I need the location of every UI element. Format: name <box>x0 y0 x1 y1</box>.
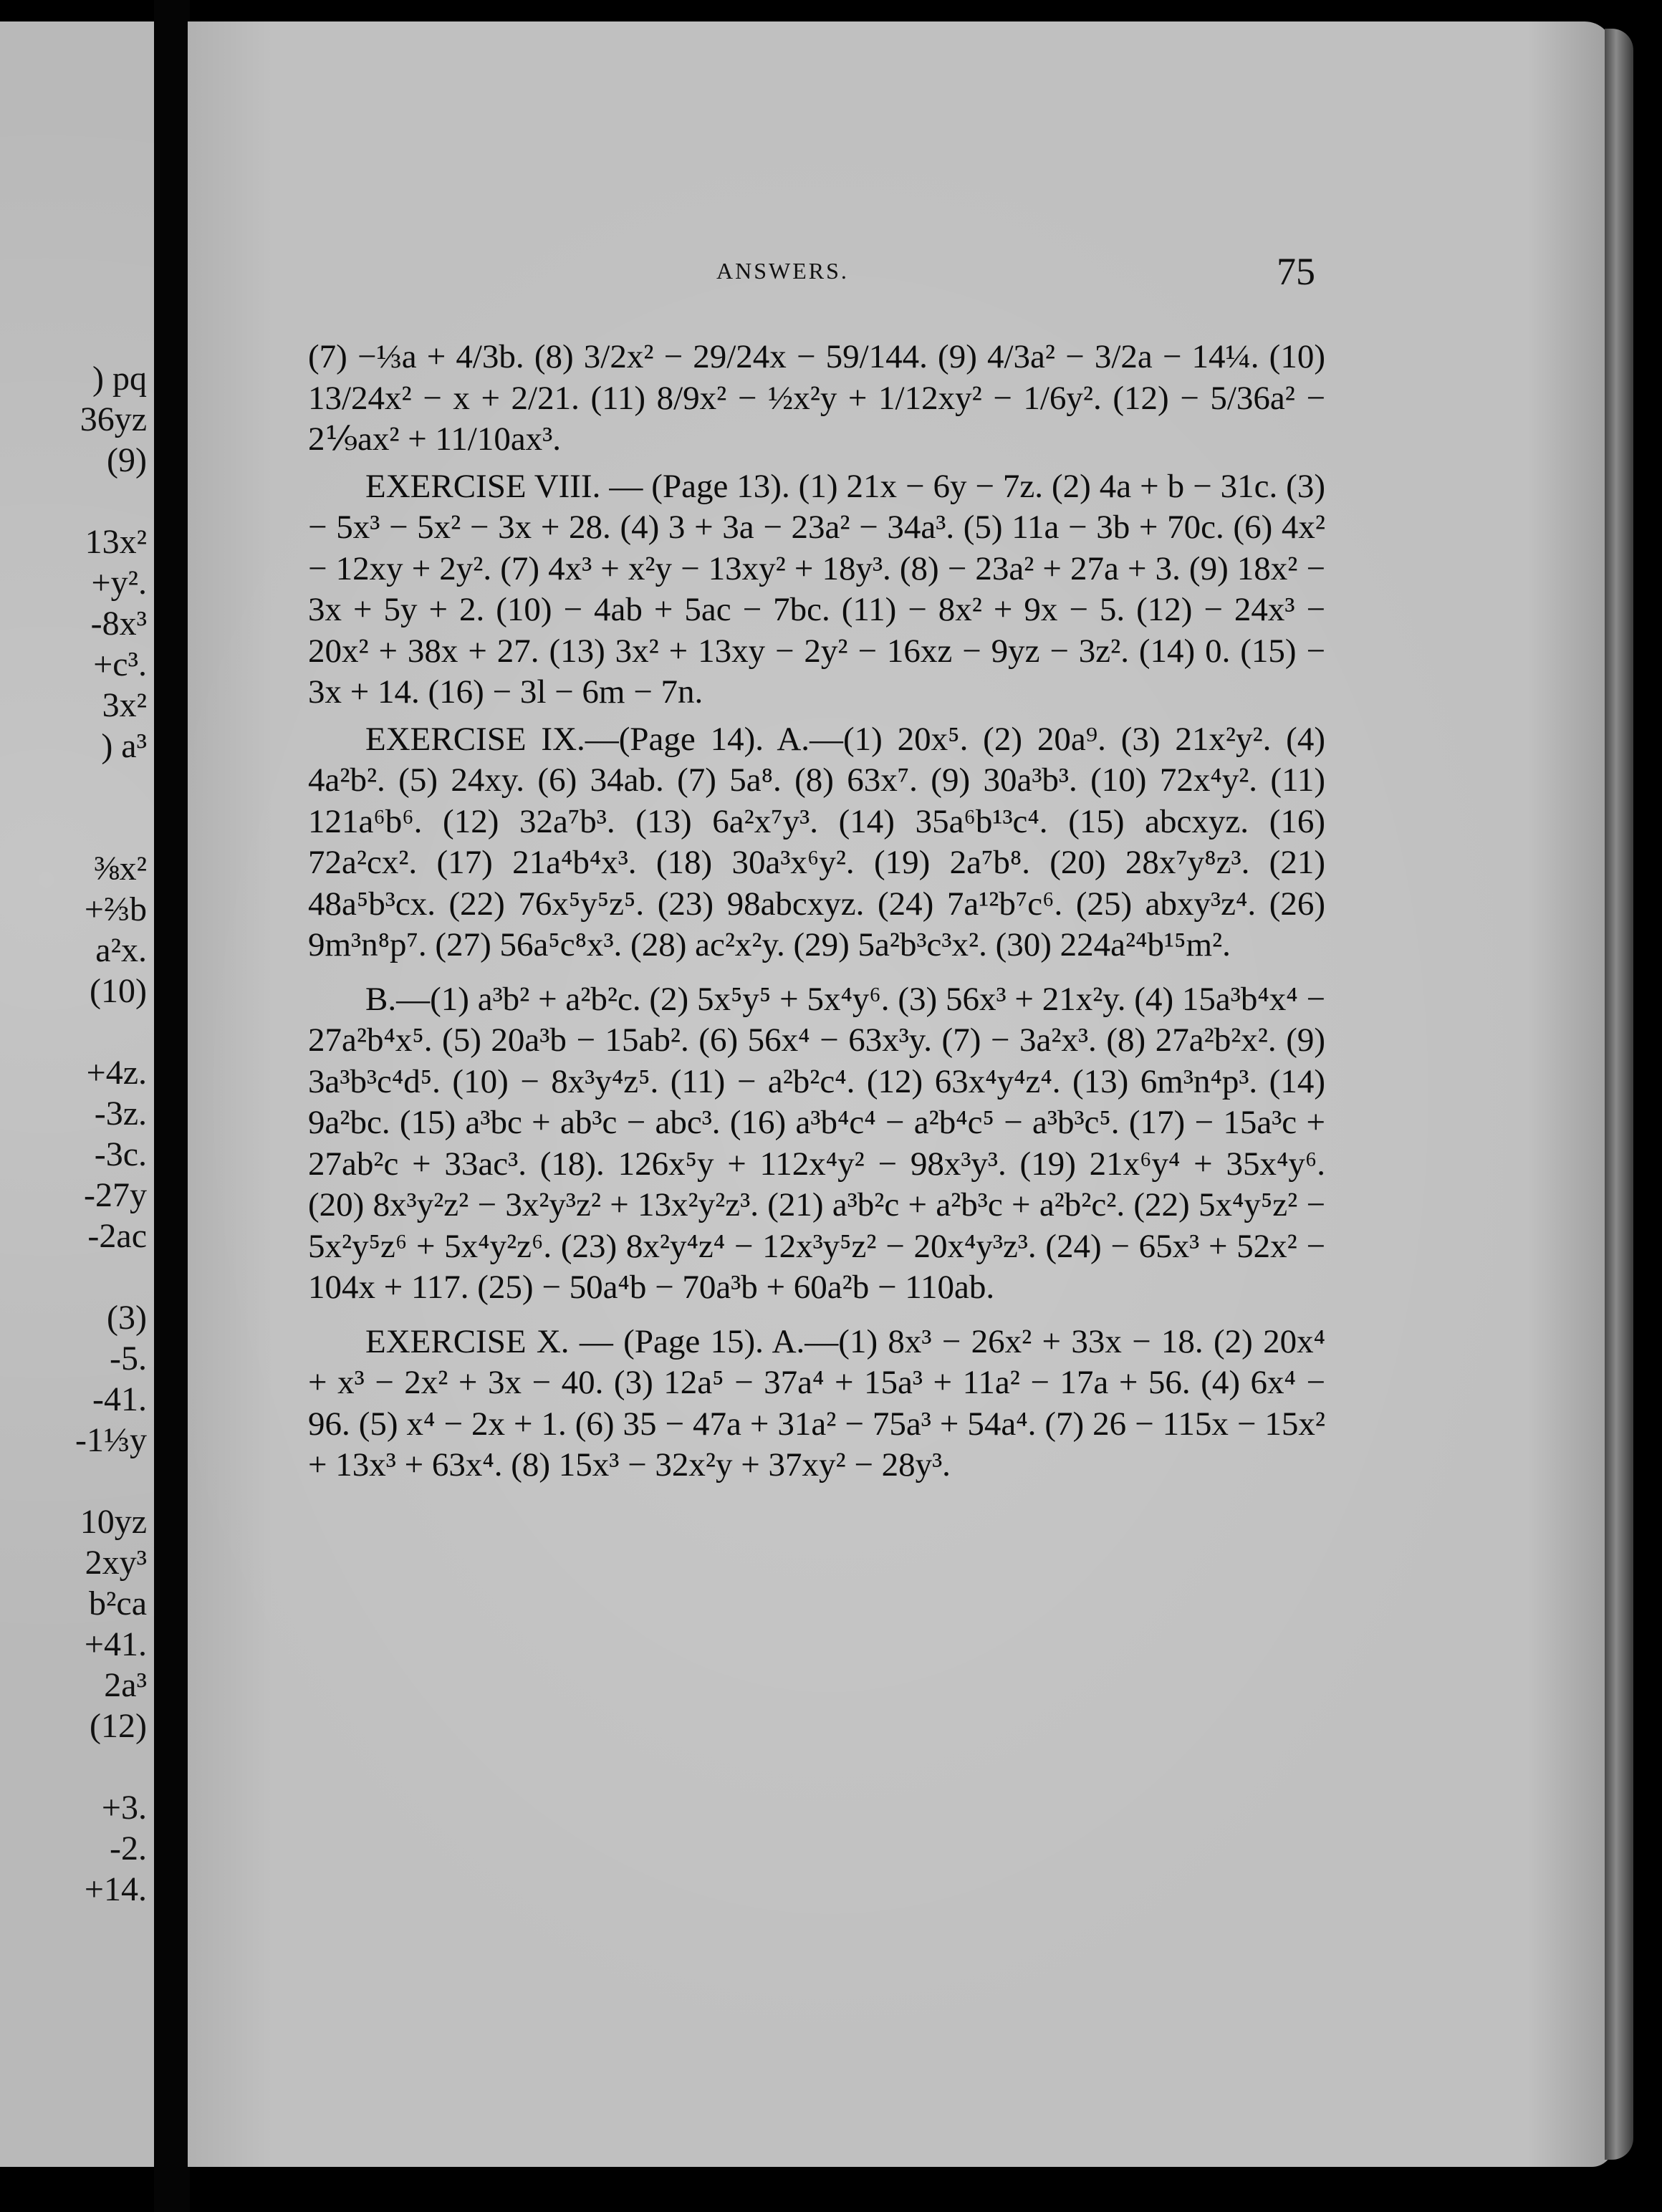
answers-paragraph-ex9b: B.—(1) a³b² + a²b²c. (2) 5x⁵y⁵ + 5x⁴y⁶. (3) 56x³ + 21x²y. (4) 15a³b⁴x⁴ − 27a²b⁴x⁵. (5) 20a³b − 15ab². (6) 56x⁴ − 63x³y. (7) − 3a²x³. (8) 27a²b²x². (9) 3a³b³c⁴d⁵. (10) − 8x³y⁴z⁵. (11) − a²b²c⁴. (12) 63x⁴y⁴z⁴. (13) 6m³n⁴p³. (14) 9a²bc. (15) a³bc + ab³c − abc³. (16) a³b⁴c⁴ − a²b⁴c⁵ − a³b³c⁵. (17) − 15a³c + 27ab²c + 33ac³. (18). 126x⁵y + 112x⁴y² − 98x³y³. (19) 21x⁶y⁴ + 35x⁴y⁶. (20) 8x³y²z² − 3x²y³z² + 13x²y²z³. (21) a³b²c + a²b³c + a²b²c². (22) 5x⁴y⁵z² − 5x²y⁵z⁶ + 5x⁴y²z⁶. (23) 8x²y⁴z⁴ − 12x³y⁵z² − 20x⁴y³z³. (24) − 65x³ + 52x² − 104x + 117. (25) − 50a⁴b − 70a³b + 60a²b − 110ab. <box>308 980 1325 1306</box>
left-fragment: 2xy³ <box>85 1544 147 1582</box>
left-fragment: 3x² <box>102 686 147 724</box>
left-fragment: -1⅓y <box>75 1421 147 1459</box>
left-fragment: (3) <box>107 1299 147 1337</box>
left-fragment: -5. <box>110 1340 147 1377</box>
answers-paragraph-ex7: (7) −⅓a + 4/3b. (8) 3/2x² − 29/24x − 59/144. (9) 4/3a² − 3/2a − 14¼. (10) 13/24x² − x + 2/21. (11) 8/9x² − ½x²y + 1/12xy² − 1/6y². (12) − 5/36a² − 2⅑ax² + 11/10ax³. <box>308 338 1325 458</box>
left-fragment <box>0 1011 147 1052</box>
left-fragment: ) pq <box>92 360 147 398</box>
left-fragment: (12) <box>90 1707 147 1745</box>
left-fragment: -3c. <box>94 1135 147 1173</box>
left-page <box>0 21 154 2167</box>
left-fragment <box>0 766 147 807</box>
left-fragment: 10yz <box>80 1503 147 1541</box>
left-fragment: +3. <box>101 1789 147 1827</box>
left-fragment: 2a³ <box>104 1666 147 1704</box>
left-fragment: (10) <box>90 972 147 1010</box>
left-fragment: b²ca <box>89 1585 147 1622</box>
left-fragment <box>0 1910 147 1951</box>
left-fragment: 13x² <box>85 523 147 561</box>
left-fragment: (9) <box>107 441 147 479</box>
left-fragment: +c³. <box>93 645 147 683</box>
left-fragment <box>0 807 147 848</box>
left-fragment: +41. <box>84 1625 147 1663</box>
left-fragment <box>0 1256 147 1297</box>
left-fragment: +14. <box>84 1870 147 1908</box>
left-fragment: a²x. <box>95 931 147 969</box>
answers-paragraph-ex10: EXERCISE X. — (Page 15). A.—(1) 8x³ − 26x² + 33x − 18. (2) 20x⁴ + x³ − 2x² + 3x − 40. (3) 12a⁵ − 37a⁴ + 15a³ + 11a² − 17a + 56. (4) 6x⁴ − 96. (5) x⁴ − 2x + 1. (6) 35 − 47a + 31a² − 75a³ + 54a⁴. (7) 26 − 115x − 15x² + 13x³ + 63x⁴. (8) 15x³ − 32x²y + 37xy² − 28y³. <box>308 1322 1325 1484</box>
page-number: 75 <box>1277 250 1315 293</box>
book-gutter <box>154 0 190 2212</box>
left-fragment: ) a³ <box>101 727 147 765</box>
answers-paragraph-ex9a: EXERCISE IX.—(Page 14). A.—(1) 20x⁵. (2) 20a⁹. (3) 21x²y². (4) 4a²b². (5) 24xy. (6) 34ab. (7) 5a⁸. (8) 63x⁷. (9) 30a³b³. (10) 72x⁴y². (11) 121a⁶b⁶. (12) 32a⁷b³. (13) 6a²x⁷y³. (14) 35a⁶b¹³c⁴. (15) abcxyz. (16) 72a²cx². (17) 21a⁴b⁴x³. (18) 30a³x⁶y². (19) 2a⁷b⁸. (20) 28x⁷y⁸z³. (21) 48a⁵b³cx. (22) 76x⁵y⁵z⁵. (23) 98abcxyz. (24) 7a¹²b⁷c⁶. (25) abxy³z⁴. (26) 9m³n⁸p⁷. (27) 56a⁵c⁸x³. (28) ac²x²y. (29) 5a²b³c³x². (30) 224a²⁴b¹⁵m². <box>308 720 1325 963</box>
left-fragment <box>0 481 147 521</box>
left-fragment: -8x³ <box>90 605 147 643</box>
left-fragment: -41. <box>92 1380 147 1418</box>
left-fragment: -2. <box>110 1829 147 1867</box>
answers-paragraph-ex8: EXERCISE VIII. — (Page 13). (1) 21x − 6y − 7z. (2) 4a + b − 31c. (3) − 5x³ − 5x² − 3x + 28. (4) 3 + 3a − 23a² − 34a³. (5) 11a − 3b + 70c. (6) 4x² − 12xy + 2y². (7) 4x³ + x²y − 13xy² + 18y³. (8) − 23a² + 27a + 3. (9) 18x² − 3x + 5y + 2. (10) − 4ab + 5ac − 7bc. (11) − 8x² + 9x − 5. (12) − 24x³ − 20x² + 38x + 27. (13) 3x² + 13xy − 2y² − 16xz − 9yz − 3z². (14) 0. (15) − 3x + 14. (16) − 3l − 6m − 7n. <box>308 467 1325 711</box>
left-fragment: -2ac <box>87 1217 147 1255</box>
answers-text <box>308 337 1325 1486</box>
left-fragment: +⅔b <box>84 890 147 928</box>
left-fragment <box>0 1461 147 1501</box>
left-fragment: +y². <box>91 564 147 602</box>
page-edge <box>1605 29 1633 2160</box>
left-fragment: -3z. <box>94 1095 147 1133</box>
left-fragment: 36yz <box>80 400 147 438</box>
running-head: ANSWERS. <box>716 258 849 284</box>
left-fragment: ⅜x² <box>93 850 147 888</box>
left-fragment: +4z. <box>86 1054 147 1092</box>
left-fragment: -27y <box>84 1176 147 1214</box>
left-fragment <box>0 1746 147 1787</box>
left-margin-column <box>0 358 147 1951</box>
